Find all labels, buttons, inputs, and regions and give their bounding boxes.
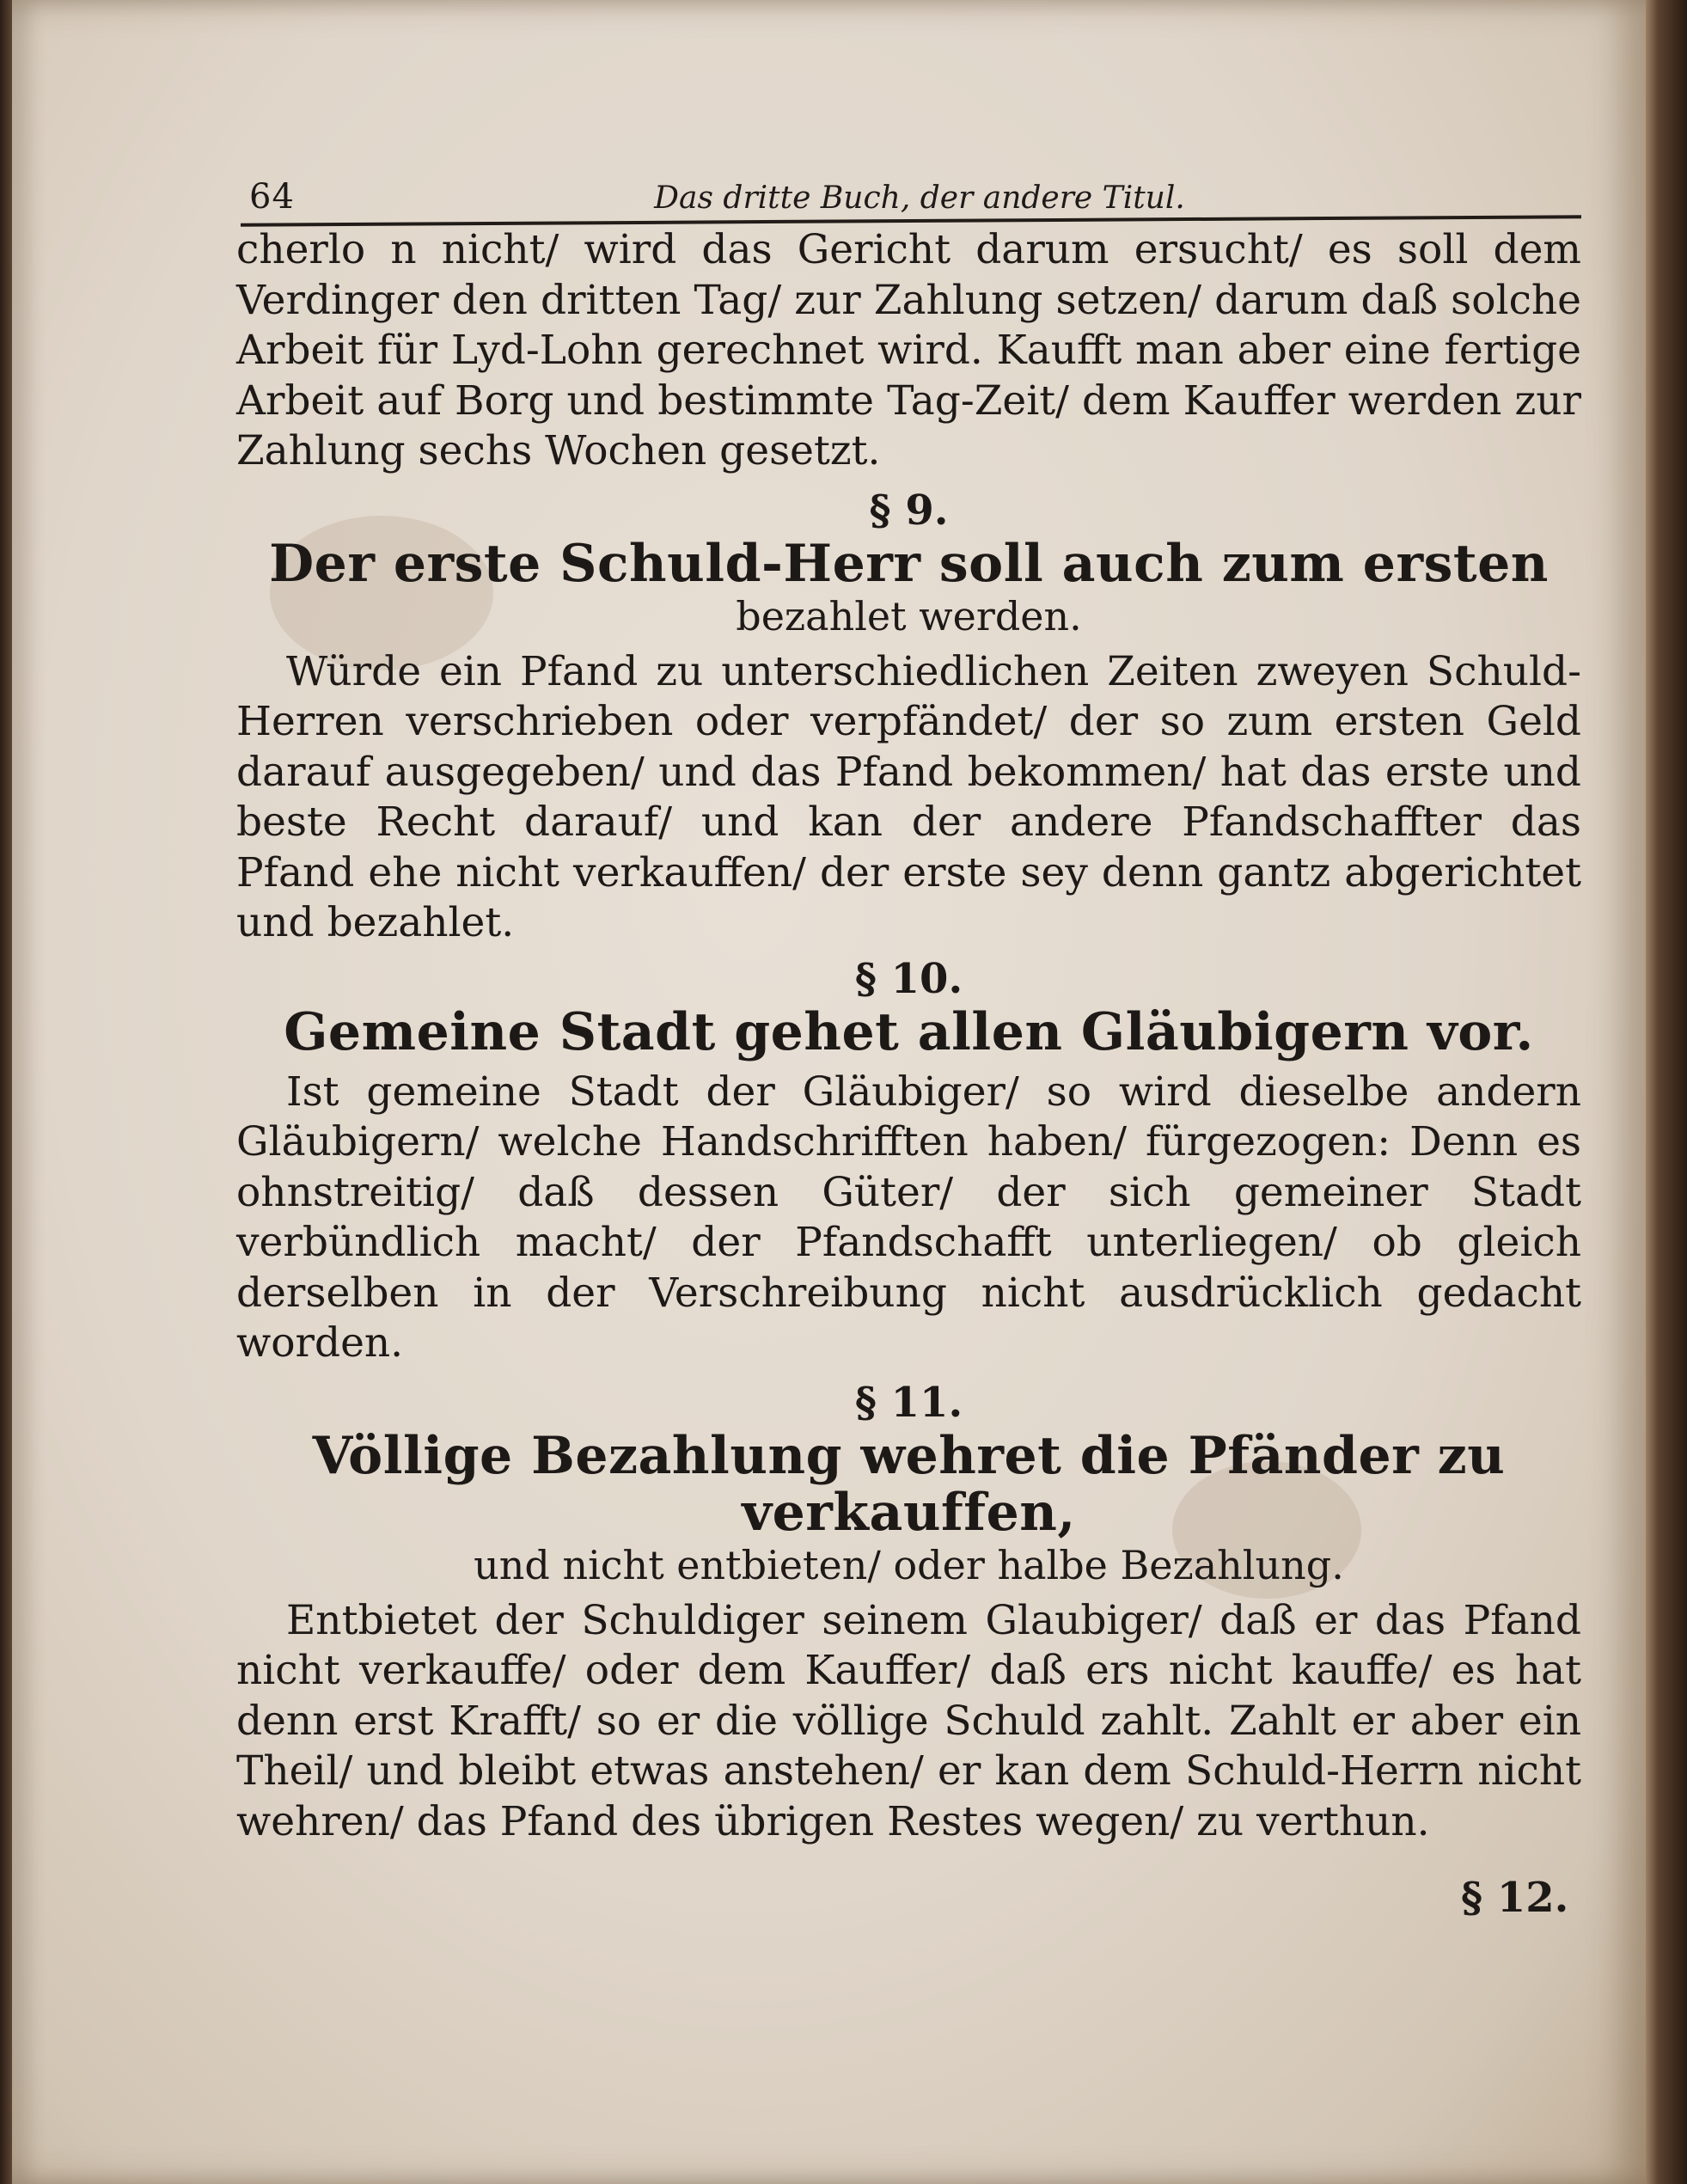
running-header [249,170,1590,222]
section-number-9: § 9. [869,486,949,535]
page-number: 64 [249,177,295,217]
page-body [236,225,1581,1847]
section-heading-10: Gemeine Stadt gehet allen Gläubigern vor. [284,1001,1534,1062]
book-page-edge [1646,0,1687,2184]
section-subheading-11: und nicht entbieten/ oder halbe Bezahlung. [474,1541,1344,1588]
section-subheading-9: bezahlet werden. [736,592,1082,639]
section-number-11: § 11. [854,1378,963,1427]
section-text-11: Entbietet der Schuldiger seinem Glaubiger/ daß er das Pfand nicht verkauffe/ oder dem Kauffer/ daß ers nicht kauffe/ es hat denn erst Krafft/ so er die völlige Schuld zahlt. Zahlt er aber ein Theil/ und bleibt etwas anstehen/ er kan dem Schuld-Herrn nicht wehren/ das Pfand des übrigen Restes wegen/ zu verthun. [236,1596,1581,1845]
section-heading-11: Völlige Bezahlung wehret die Pfänder zu verkauffen, [312,1425,1506,1543]
continued-paragraph: cherlo n nicht/ wird das Gericht darum ersucht/ es soll dem Verdinger den dritten Tag/ zur Zahlung setzen/ darum daß solche Arbeit für Lyd-Lohn gerechnet wird. Kaufft man aber eine fertige Arbeit auf Borg und bestimmte Tag-Zeit/ dem Kauffer werden zur Zahlung sechs Wochen gesetzt. [236,226,1581,474]
section-text-10: Ist gemeine Stadt der Gläubiger/ so wird dieselbe andern Gläubigern/ welche Handschrifften haben/ fürgezogen: Denn es ohnstreitig/ daß dessen Güter/ der sich gemeiner Stadt verbündlich macht/ der Pfandschafft unterliegen/ ob gleich derselben in der Verschreibung nicht ausdrücklich gedacht worden. [236,1068,1581,1367]
section-text-9: Würde ein Pfand zu unterschiedlichen Zeiten zweyen Schuld-Herren verschrieben oder verpfändet/ der so zum ersten Geld darauf ausgegeben/ und das Pfand bekommen/ hat das erste und beste Recht darauf/ und kan der andere Pfandschaffter das Pfand ehe nicht verkauffen/ der erste sey denn gantz abgerichtet und bezahlet. [236,647,1581,946]
running-title: Das dritte Buch, der andere Titul. [654,180,1185,216]
section-heading-9: Der erste Schuld-Herr soll auch zum ersten [269,533,1549,594]
catchword: § 12. [1461,1874,1569,1922]
section-number-10: § 10. [854,954,963,1003]
